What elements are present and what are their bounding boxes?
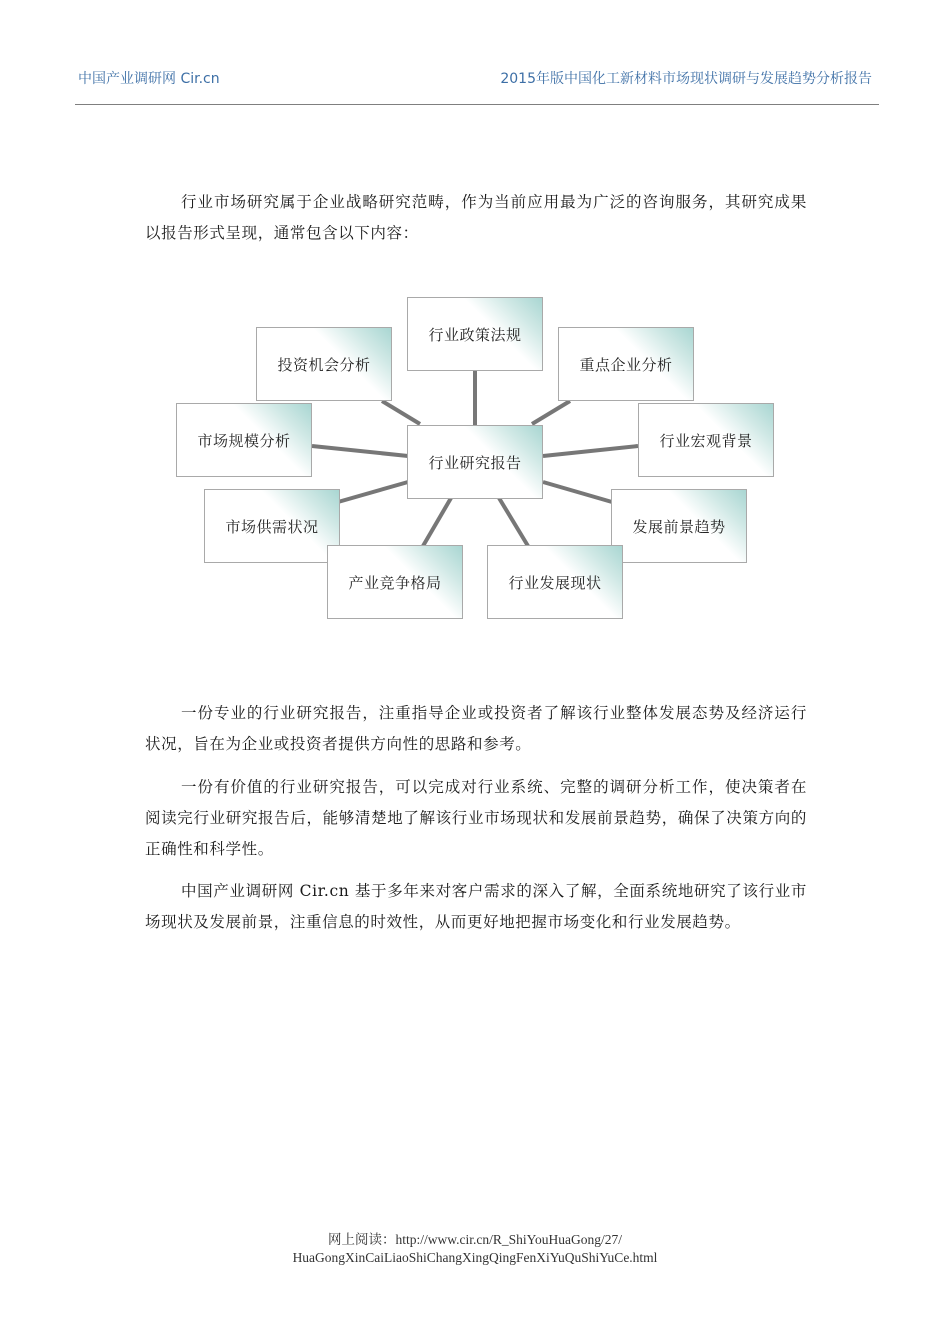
header-site-name: 中国产业调研网 Cir.cn	[78, 71, 220, 87]
node-investment: 投资机会分析	[256, 327, 392, 401]
node-key-companies: 重点企业分析	[558, 327, 694, 401]
connector-outlook	[543, 482, 612, 502]
connector-investment	[382, 401, 420, 424]
footer-url-line-2[interactable]: HuaGongXinCaiLiaoShiChangXingQingFenXiYuQuShiYuCe.html	[292, 1250, 658, 1265]
body-paragraph-3: 中国产业调研网 Cir.cn 基于多年来对客户需求的深入了解，全面系统地研究了该行业市场现状及发展前景，注重信息的时效性，从而更好地把握市场变化和行业发展趋势。	[145, 882, 807, 931]
node-status: 行业发展现状	[487, 545, 623, 619]
node-competition: 产业竞争格局	[327, 545, 463, 619]
connector-status	[499, 498, 528, 546]
footer-url-line-1[interactable]: 网上阅读：http://www.cir.cn/R_ShiYouHuaGong/27/	[327, 1232, 622, 1247]
header-divider	[75, 104, 879, 105]
connector-supply-demand	[338, 482, 408, 502]
intro-paragraph: 行业市场研究属于企业战略研究范畴，作为当前应用最为广泛的咨询服务，其研究成果以报告形式呈现，通常包含以下内容：	[145, 193, 807, 242]
connector-key-companies	[532, 401, 570, 424]
node-macro: 行业宏观背景	[638, 403, 774, 477]
connector-macro	[543, 446, 638, 456]
node-center: 行业研究报告	[407, 425, 543, 499]
footer	[0, 1231, 950, 1267]
node-supply-demand: 市场供需状况	[204, 489, 340, 563]
connector-competition	[423, 498, 451, 546]
body-paragraph-1: 一份专业的行业研究报告，注重指导企业或投资者了解该行业整体发展态势及经济运行状况，旨在为企业或投资者提供方向性的思路和参考。	[145, 704, 807, 753]
body-paragraph-2: 一份有价值的行业研究报告，可以完成对行业系统、完整的调研分析工作，使决策者在阅读完行业研究报告后，能够清楚地了解该行业市场现状和发展前景趋势，确保了决策方向的正确性和科学性。	[145, 778, 807, 858]
node-outlook: 发展前景趋势	[611, 489, 747, 563]
header-report-title: 2015年版中国化工新材料市场现状调研与发展趋势分析报告	[500, 71, 872, 87]
node-policy: 行业政策法规	[407, 297, 543, 371]
connector-market-size	[312, 446, 408, 456]
node-market-size: 市场规模分析	[176, 403, 312, 477]
